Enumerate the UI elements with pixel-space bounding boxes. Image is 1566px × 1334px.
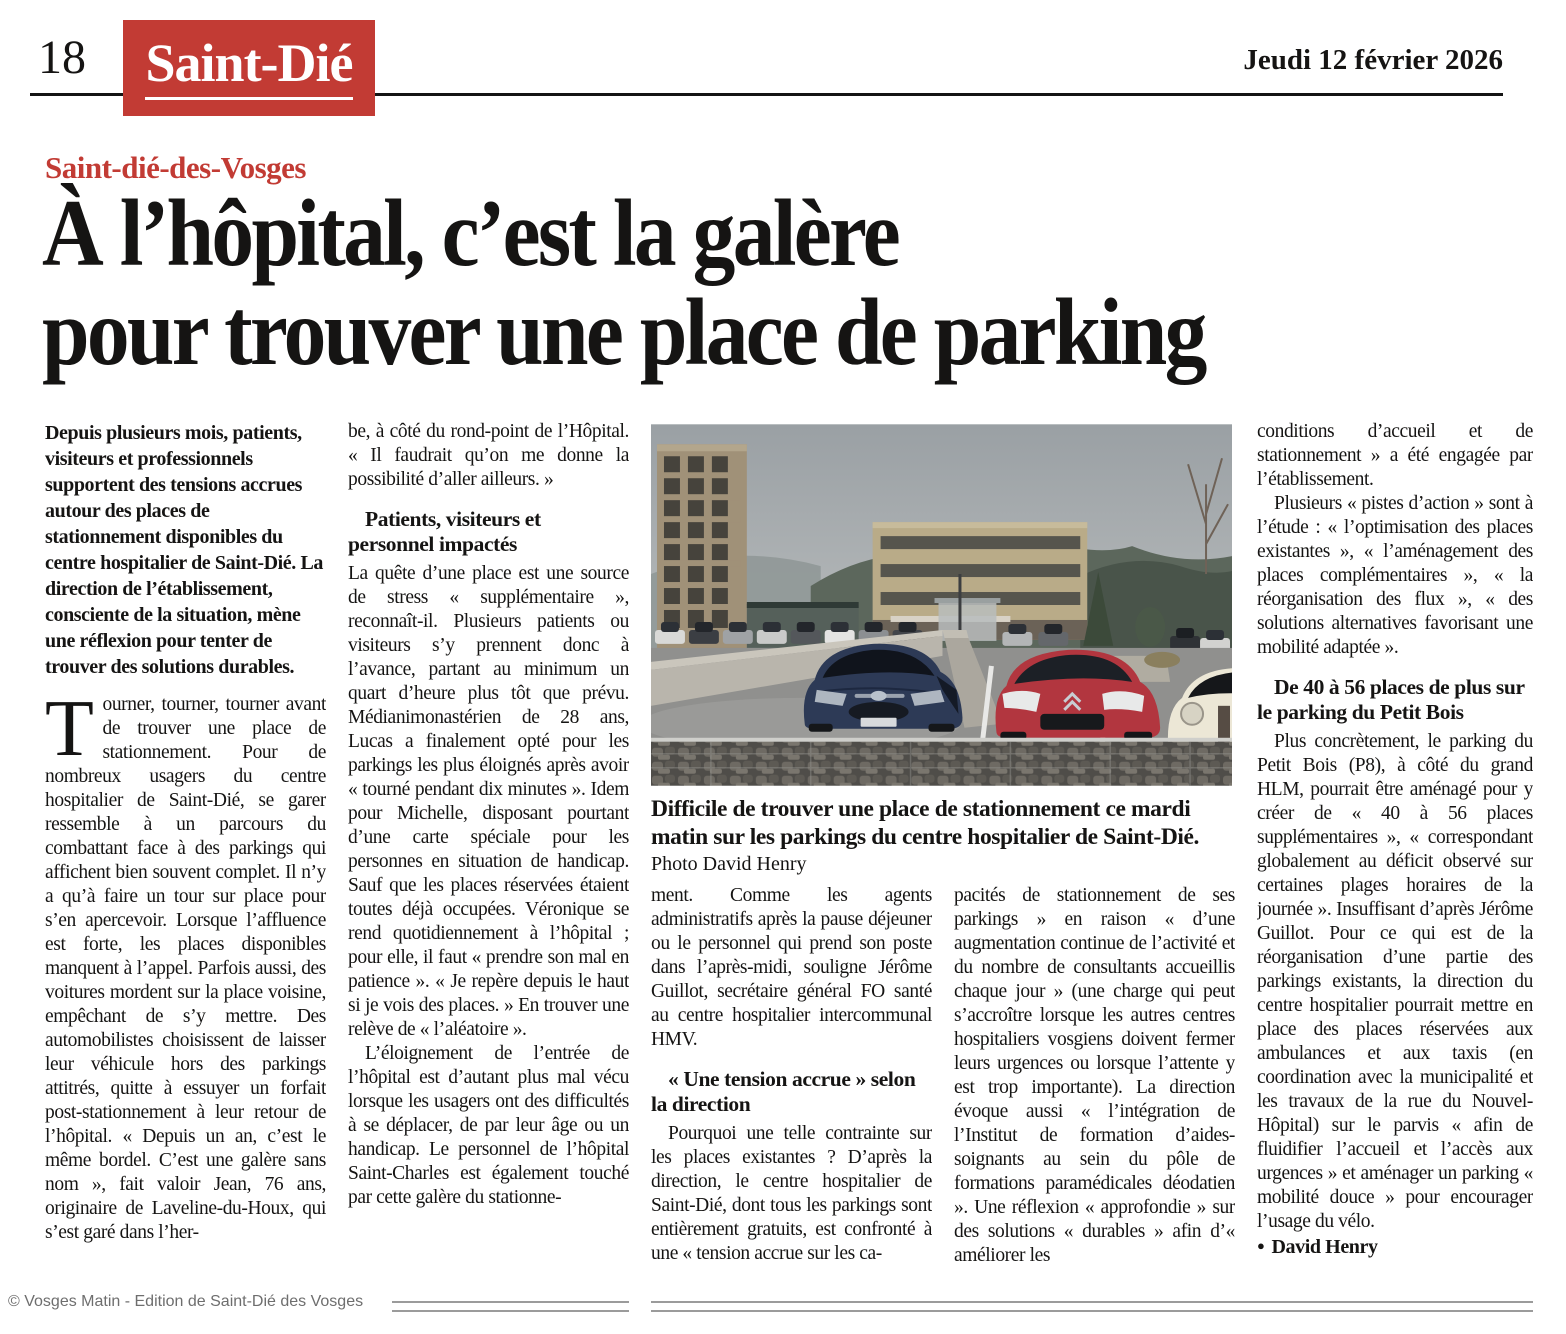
story-opening xyxy=(45,685,326,1245)
column-3 xyxy=(651,884,932,1298)
column-4 xyxy=(954,884,1235,1298)
paragraph: Plusieurs « pistes d’action » sont à l’étude : « l’optimisation des places existantes », « l’aménagement des places complémentaires », « la réorganisation des flux », « des solutions alternatives favorisant une mobilité adaptée ». xyxy=(1257,493,1533,658)
headline-line-1: À l’hôpital, c’est la galère xyxy=(42,180,899,286)
subhead-petit-bois: De 40 à 56 places de plus sur le parking du Petit Bois xyxy=(1257,675,1525,724)
byline xyxy=(1257,1234,1533,1259)
article-kicker: Saint-dié-des-Vosges xyxy=(45,150,306,185)
photo-credit: Photo David Henry xyxy=(651,853,807,875)
column-1 xyxy=(45,420,326,1300)
byline-bullet-icon: ● xyxy=(1257,1238,1265,1253)
paragraph: Pourquoi une telle contrainte sur les places existantes ? D’après la direction, le centre hospitalier de Saint-Dié, dont tous les parkings sont entièrement gratuits, est confronté à une « tension accrue sur les ca- xyxy=(651,1123,932,1264)
article-headline xyxy=(42,180,1205,385)
photo-caption: Difficile de trouver une place de stationnement ce mardi matin sur les parkings du centre hospitalier de Saint-Dié. xyxy=(651,796,1200,850)
subhead-tension-accrue: « Une tension accrue » selon la direction xyxy=(651,1067,916,1116)
drop-cap: T xyxy=(45,685,94,773)
section-label: Saint-Dié xyxy=(145,33,353,93)
subhead-patients-visiteurs: Patients, visiteurs et personnel impactés xyxy=(348,507,541,556)
paragraph: conditions d’accueil et de stationnement » a été engagée par l’établissement. xyxy=(1257,421,1533,490)
paragraph: ment. Comme les agents administratifs après la pause déjeuner ou le personnel qui prend son poste dans l’après-midi, souligne Jérôme Guillot, secrétaire général FO santé au centre hospitalier intercommunal HMV. xyxy=(651,885,932,1050)
article-lead: Depuis plusieurs mois, patients, visiteurs et professionnels supportent des tensions accrues autour des places de stationnement disponibles du centre hospitalier de Saint-Dié. La direction de l’établissement, consciente de la situation, mène une réflexion pour tenter de trouver des solutions durables. xyxy=(45,422,324,678)
article-figure xyxy=(651,424,1232,876)
bottom-rule-right xyxy=(651,1301,1533,1312)
headline-line-2: pour trouver une place de parking xyxy=(42,279,1205,385)
paragraph: pacités de stationnement de ses parkings » en raison « d’une augmentation continue de l’activité et du nombre de consultants accueillis chaque jour » (une charge qui peut s’accroître lorsque les autres centres hospitaliers vosgiens doivent fermer leurs urgences ou lorsque l’attente y est trop importante). La direction évoque aussi « l’intégration de l’Institut de formation d’aides-soignants au sein du pôle de formations paramédicales déodatien ». Une réflexion « approfondie » sur des solutions « durables » afin d’« améliorer les xyxy=(954,885,1235,1266)
paragraph: Plus concrètement, le parking du Petit Bois (P8), à côté du grand HLM, pourrait être aménagé pour y créer de « 40 à 56 places supplémentaires », « correspondant globalement au déficit observé sur certaines plages horaires de la journée ». Insuffisant d’après Jérôme Guillot. Pour ce qui est de la réorganisation d’une partie des parkings existants, la direction du centre hospitalier pourrait mettre en place des places réservées aux ambulances et aux taxis (en coordination avec la municipalité et les travaux de la rue du Nouvel-Hôpital) sur le parvis « afin de fluidifier l’accueil et l’accès aux urgences » et aménager un parking « mobilité douce » pour encourager l’usage du vélo. xyxy=(1257,731,1533,1232)
section-badge xyxy=(123,20,375,116)
edition-date: Jeudi 12 février 2026 xyxy=(1243,44,1503,76)
paragraph: La quête d’une place est une source de stress « supplémentaire », reconnaît-il. Plusieurs patients ou visiteurs s’y prennent donc à l’avance, partant au minimum un quart d’heure plus tôt que prévu. Médianimonastérien de 28 ans, Lucas a finalement opté pour les parkings les plus éloignés après avoir « tourné pendant dix minutes ». Idem pour Michelle, disposant pourtant d’une carte spéciale pour les personnes en situation de handicap. Sauf que les places réservées étaient toutes déjà occupées. Véronique se rend quotidiennement à l’hôpital ; pour elle, il faut « prendre son mal en patience ». « Je repère depuis le haut si je vois des places. » En trouver une relève de « l’aléatoire ». xyxy=(348,563,629,1040)
column-5 xyxy=(1257,420,1533,1300)
hospital-parking-photo xyxy=(651,424,1232,786)
column-2 xyxy=(348,420,629,1300)
footer-copyright: © Vosges Matin - Edition de Saint-Dié des Vosges xyxy=(8,1293,364,1310)
byline-name: David Henry xyxy=(1271,1236,1378,1258)
paragraph: L’éloignement de l’entrée de l’hôpital est d’autant plus mal vécu lorsque les usagers ont des difficultés à se déplacer, de par leur âge ou un handicap. Le personnel de l’hôpital Saint-Charles est également touché par cette galère du stationne- xyxy=(348,1043,629,1208)
page-number: 18 xyxy=(38,31,86,84)
paragraph: be, à côté du rond-point de l’Hôpital. « Il faudrait qu’on me donne la possibilité d’aller ailleurs. » xyxy=(348,421,629,490)
section-underline xyxy=(145,97,353,100)
story-opening-text: ourner, tourner, tourner avant de trouver une place de stationnement. Pour de nombreux usagers du centre hospitalier de Saint-Dié, se garer ressemble à un parcours du combattant face à des parkings qui affichent bien souvent complet. Il n’y a qu’à faire un tour sur place pour s’en apercevoir. Lorsque l’affluence est forte, les places disponibles manquent à l’appel. Parfois aussi, des voitures mordent sur la place voisine, empêchant de s’y mettre. Des automobilistes choisissent de laisser leur véhicule hors des parkings attitrés, quitte à essuyer un forfait post-stationnement à leur retour de l’hôpital. « Depuis un an, c’est le même bordel. C’est une galère sans nom », fait valoir Jean, 76 ans, originaire de Laveline-du-Houx, qui s’est garé dans l’her- xyxy=(45,694,326,1243)
bottom-rule-left xyxy=(392,1301,629,1312)
